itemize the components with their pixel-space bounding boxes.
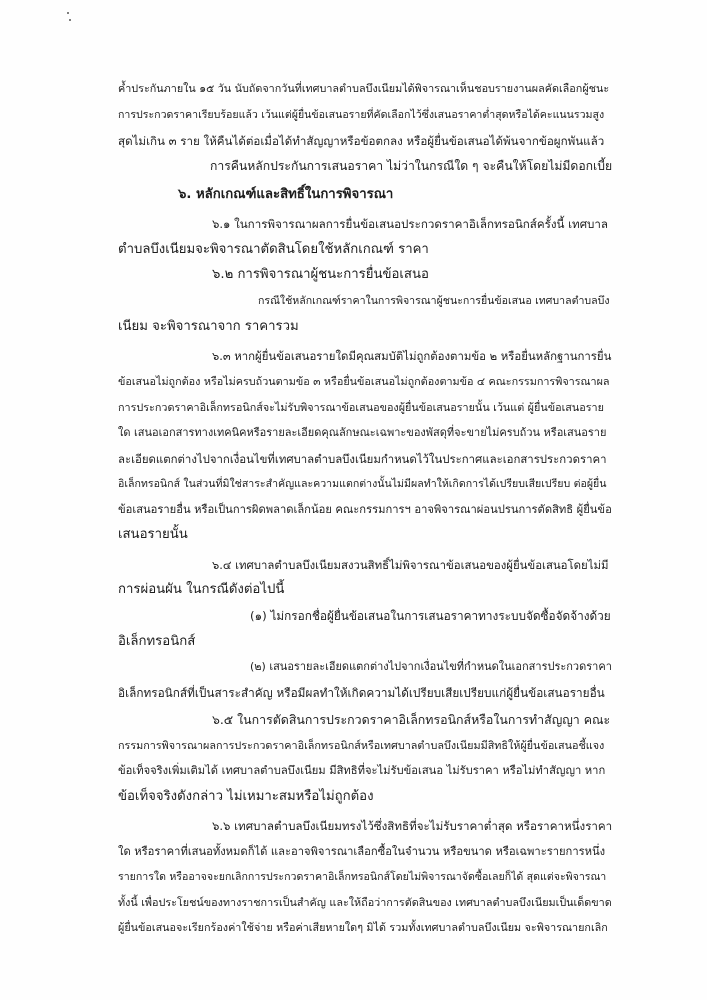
body-line: อิเล็กทรอนิกส์ที่เป็นสาระสำคัญ หรือมีผลทำให้เกิดความได้เปรียบเสียเปรียบแก่ผู้ยื่นข้อเสนอรายอื่น — [118, 686, 605, 700]
body-line: อิเล็กทรอนิกส์ — [118, 634, 196, 649]
scan-speck — [66, 12, 72, 24]
body-line: ผู้ยื่นข้อเสนอจะเรียกร้องค่าใช้จ่าย หรือค่าเสียหายใดๆ มิได้ รวมทั้งเทศบาลตำบลบึงเนียม จะพิจารณายกเลิก — [118, 921, 608, 934]
body-line: กรรมการพิจารณาผลการประกวดราคาอิเล็กทรอนิกส์หรือเทศบาลตำบลบึงเนียมมีสิทธิให้ผู้ยื่นข้อเสนอชี้แจง — [118, 739, 605, 752]
body-line: (๒) เสนอรายละเอียดแตกต่างไปจากเงื่อนไขที่กำหนดในเอกสารประกวดราคา — [250, 660, 612, 673]
body-line: เนียม จะพิจารณาจาก ราคารวม — [118, 319, 299, 334]
body-line: ๖.๓ หากผู้ยื่นข้อเสนอรายใดมีคุณสมบัติไม่ถูกต้องตามข้อ ๒ หรือยื่นหลักฐานการยื่น — [212, 349, 612, 363]
body-line: ข้อเสนอรายอื่น หรือเป็นการผิดพลาดเล็กน้อย คณะกรรมการฯ อาจพิจารณาผ่อนปรนการตัดสิทธิ ผู้ยื่นข้อ — [118, 503, 612, 516]
body-line: ใด หรือราคาที่เสนอทั้งหมดก็ได้ และอาจพิจารณาเลือกซื้อในจำนวน หรือขนาด หรือเฉพาะรายการหนึ่ง — [118, 845, 606, 858]
body-line: ๖.๕ ในการตัดสินการประกวดราคาอิเล็กทรอนิกส์หรือในการทำสัญญา คณะ — [212, 712, 611, 727]
body-line: รายการใด หรืออาจจะยกเลิกการประกวดราคาอิเล็กทรอนิกส์โดยไม่พิจารณาจัดซื้อเลยก็ได้ สุดแต่จะพิจารณา — [118, 871, 607, 883]
body-line: ตำบลบึงเนียมจะพิจารณาตัดสินโดยใช้หลักเกณฑ์ ราคา — [118, 242, 429, 257]
body-line: ทั้งนี้ เพื่อประโยชน์ของทางราชการเป็นสำคัญ และให้ถือว่าการตัดสินของ เทศบาลตำบลบึงเนียมเป็นเด็ดขาด — [118, 896, 612, 909]
body-line: ข้อเท็จจริงเพิ่มเติมได้ เทศบาลตำบลบึงเนียม มีสิทธิที่จะไม่รับข้อเสนอ ไม่รับราคา หรือไม่ทำสัญญา หาก — [118, 764, 606, 777]
body-line: เสนอรายนั้น — [118, 527, 188, 542]
body-line: กรณีใช้หลักเกณฑ์ราคาในการพิจารณาผู้ชนะการยื่นข้อเสนอ เทศบาลตำบลบึง — [258, 295, 610, 307]
body-line: ค้ำประกันภายใน ๑๕ วัน นับถัดจากวันที่เทศบาลตำบลบึงเนียมได้พิจารณาเห็นชอบรายงานผลคัดเลือกผู้ชนะ — [118, 82, 610, 95]
body-line: ข้อเสนอไม่ถูกต้อง หรือไม่ครบถ้วนตามข้อ ๓ หรือยื่นข้อเสนอไม่ถูกต้องตามข้อ ๔ คณะกรรมการพิจารณาผล — [118, 375, 610, 388]
body-line: ๖.๒ การพิจารณาผู้ชนะการยื่นข้อเสนอ — [212, 267, 429, 282]
section-heading: ๖. หลักเกณฑ์และสิทธิ์ในการพิจารณา — [178, 187, 394, 202]
body-line: สุดไม่เกิน ๓ ราย ให้คืนได้ต่อเมื่อได้ทำสัญญาหรือข้อตกลง หรือผู้ยื่นข้อเสนอได้พ้นจากข้อผูกพันแล้ว — [118, 134, 605, 148]
body-line: การผ่อนผัน ในกรณีดังต่อไปนี้ — [118, 582, 285, 597]
body-line: (๑) ไม่กรอกชื่อผู้ยื่นข้อเสนอในการเสนอราคาทางระบบจัดซื้อจัดจ้างด้วย — [250, 609, 611, 623]
body-line: ๖.๔ เทศบาลตำบลบึงเนียมสงวนสิทธิ์ไม่พิจารณาข้อเสนอของผู้ยื่นข้อเสนอโดยไม่มี — [212, 558, 609, 572]
body-line: ใด เสนอเอกสารทางเทคนิคหรือรายละเอียดคุณลักษณะเฉพาะของพัสดุที่จะขายไม่ครบถ้วน หรือเสนอราย — [118, 426, 607, 439]
body-line: ๖.๑ ในการพิจารณาผลการยื่นข้อเสนอประกวดราคาอิเล็กทรอนิกส์ครั้งนี้ เทศบาล — [212, 217, 609, 231]
body-line: การประกวดราคาอิเล็กทรอนิกส์จะไม่รับพิจารณาข้อเสนอของผู้ยื่นข้อเสนอรายนั้น เว้นแต่ ผู้ยื่นข้อเสนอราย — [118, 401, 604, 414]
body-line: การประกวดราคาเรียบร้อยแล้ว เว้นแต่ผู้ยื่นข้อเสนอรายที่คัดเลือกไว้ซึ่งเสนอราคาต่ำสุดหรือได้คะแนนรวมสูง — [118, 109, 605, 121]
body-line: การคืนหลักประกันการเสนอราคา ไม่ว่าในกรณีใด ๆ จะคืนให้โดยไม่มีดอกเบี้ย — [210, 159, 613, 173]
body-line: ละเอียดแตกต่างไปจากเงื่อนไขที่เทศบาลตำบลบึงเนียมกำหนดไว้ในประกาศและเอกสารประกวดราคา — [118, 452, 607, 466]
body-line: ๖.๖ เทศบาลตำบลบึงเนียมทรงไว้ซึ่งสิทธิที่จะไม่รับราคาต่ำสุด หรือราคาหนึ่งราคา — [212, 819, 613, 833]
body-line: ข้อเท็จจริงดังกล่าว ไม่เหมาะสมหรือไม่ถูกต้อง — [118, 789, 374, 804]
body-line: อิเล็กทรอนิกส์ ในส่วนที่มิใช่สาระสำคัญและความแตกต่างนั้นไม่มีผลทำให้เกิดการได้เปรียบเสียเปรียบ ต่อผู้ยื่น — [118, 478, 607, 490]
